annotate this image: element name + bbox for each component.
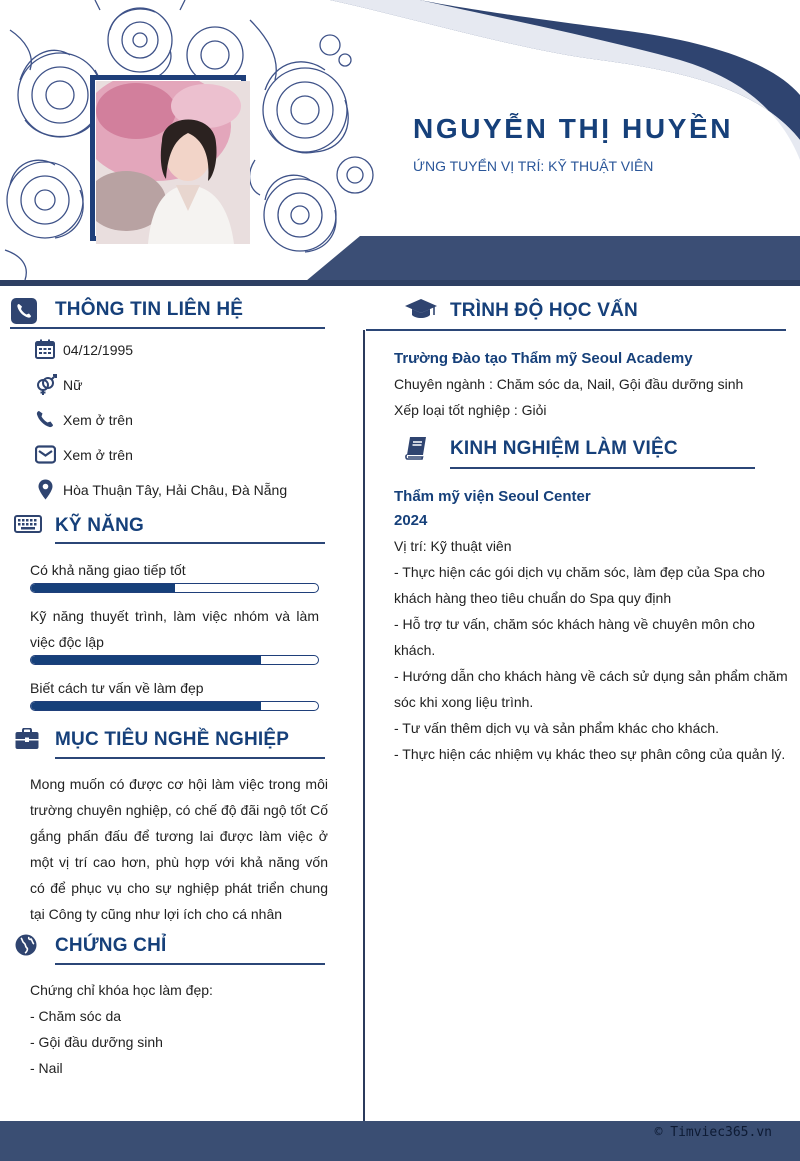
contact-section-title: THÔNG TIN LIÊN HỆ (55, 299, 244, 320)
education-major: Chuyên ngành : Chăm sóc da, Nail, Gội đầu dưỡng sinh (394, 376, 744, 392)
education-section-line (366, 329, 786, 331)
experience-line: khách. (394, 642, 436, 658)
skill-label: Có khả năng giao tiếp tốt (30, 562, 186, 578)
briefcase-icon (15, 728, 39, 750)
experience-section-title: KINH NGHIỆM LÀM VIỆC (450, 438, 678, 459)
phone-square-icon (11, 298, 37, 324)
email-value: Xem ở trên (63, 447, 133, 463)
applied-position: ỨNG TUYỂN VỊ TRÍ: KỸ THUẬT VIÊN (413, 158, 654, 174)
experience-line: khách hàng theo tiêu chuẩn do Spa quy định (394, 590, 672, 606)
skills-section-title: KỸ NĂNG (55, 515, 145, 536)
education-school: Trường Đào tạo Thẩm mỹ Seoul Academy (394, 350, 693, 367)
calendar-icon (35, 339, 55, 359)
certificates-section-title: CHỨNG CHỈ (55, 935, 167, 956)
experience-section-line (450, 467, 755, 469)
skill-bar-fill (31, 656, 261, 664)
experience-year: 2024 (394, 512, 428, 529)
phone-icon (36, 410, 54, 428)
certificate-line: Chứng chỉ khóa học làm đẹp: (30, 982, 213, 998)
gender-icon (34, 374, 58, 396)
certificates-section-line (55, 963, 325, 965)
objective-text: Mong muốn có được cơ hội làm việc trong môi trường chuyên nghiệp, có chế độ đãi ngộ tốt Cố gắng phấn đấu để tương lai được làm việc ở một vị trí cao hơn, phù hợp với khả năng vốn có để phục vụ cho sự nghiệp phát triển chung tại Công ty cũng như lợi ích cho cá nhân (30, 776, 328, 922)
experience-line: - Thực hiện các gói dịch vụ chăm sóc, làm đẹp của Spa cho (394, 564, 765, 580)
objective-section-line (55, 757, 325, 759)
keyboard-icon (14, 515, 42, 533)
education-section-title: TRÌNH ĐỘ HỌC VẤN (450, 300, 638, 321)
skill-label: Biết cách tư vấn về làm đẹp (30, 680, 204, 696)
certificate-line: - Chăm sóc da (30, 1008, 122, 1024)
skill-label: Kỹ năng thuyết trình, làm việc nhóm và làm (30, 608, 319, 624)
header (0, 0, 800, 286)
experience-line: - Hỗ trợ tư vấn, chăm sóc khách hàng về chuyên môn cho (394, 616, 755, 632)
skill-label-continued: việc độc lập (30, 634, 104, 650)
book-icon (405, 436, 427, 460)
certificate-line: - Gội đầu dưỡng sinh (30, 1034, 163, 1050)
experience-company: Thẩm mỹ viện Seoul Center (394, 488, 591, 505)
candidate-name: NGUYỄN THỊ HUYỀN (413, 113, 734, 144)
experience-line: Vị trí: Kỹ thuật viên (394, 538, 512, 554)
skill-bar-fill (31, 584, 175, 592)
gender-value: Nữ (63, 377, 83, 393)
address-value: Hòa Thuận Tây, Hải Châu, Đà Nẵng (63, 482, 288, 498)
location-pin-icon (38, 479, 53, 500)
profile-photo (96, 81, 250, 244)
phone-value: Xem ở trên (63, 412, 133, 428)
experience-line: - Thực hiện các nhiệm vụ khác theo sự phân công của quản lý. (394, 746, 786, 762)
skill-bar-fill (31, 702, 261, 710)
graduation-cap-icon (404, 298, 438, 320)
objective-section-title: MỤC TIÊU NGHỀ NGHIỆP (55, 729, 290, 750)
experience-line: sóc khi xong liệu trình. (394, 694, 534, 710)
email-icon (35, 445, 56, 464)
education-grade: Xếp loại tốt nghiệp : Giỏi (394, 402, 547, 418)
skill-bar (30, 583, 319, 593)
experience-line: - Hướng dẫn cho khách hàng về cách sử dụng sản phẩm chăm (394, 668, 788, 684)
footer-band (0, 1121, 800, 1161)
skills-section-line (55, 542, 325, 544)
skill-bar (30, 655, 319, 665)
copyright-text: © Timviec365.vn (654, 1125, 772, 1140)
experience-line: - Tư vấn thêm dịch vụ và sản phẩm khác cho khách. (394, 720, 720, 736)
contact-section-line (10, 327, 325, 329)
skill-bar (30, 701, 319, 711)
certificate-line: - Nail (30, 1060, 63, 1076)
birthday-value: 04/12/1995 (63, 342, 134, 358)
globe-icon (15, 934, 37, 956)
column-divider (363, 330, 365, 1121)
